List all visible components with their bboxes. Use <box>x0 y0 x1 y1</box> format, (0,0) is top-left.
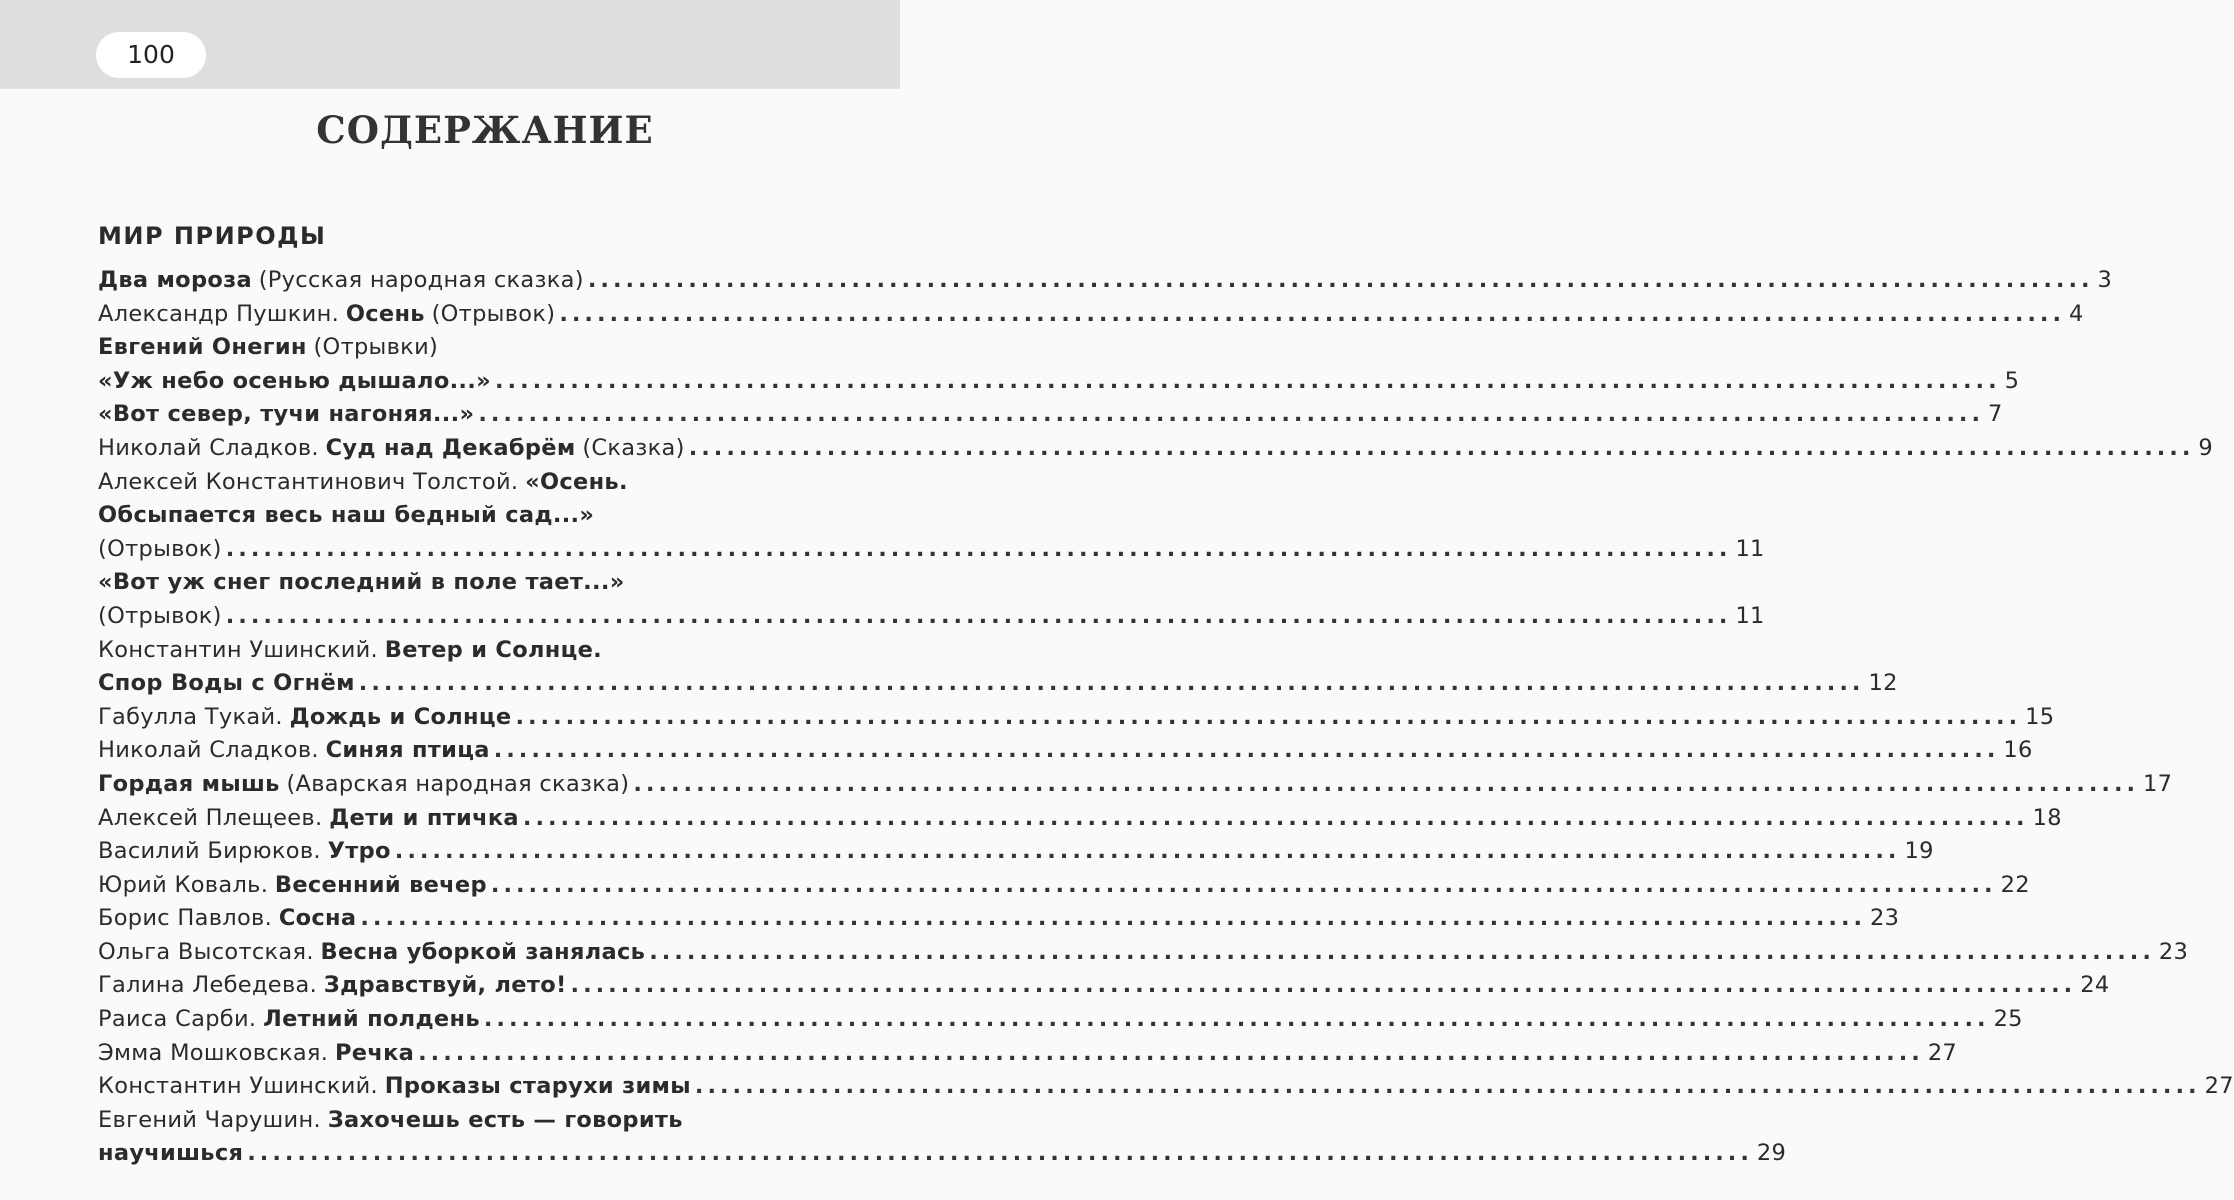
toc-entry-note: Борис Павлов. <box>98 905 273 932</box>
toc-page-number: 27 <box>2204 1073 2234 1100</box>
toc-page-number: 19 <box>1904 838 1934 865</box>
toc-work-title: Утро <box>327 838 391 865</box>
toc-page-number: 5 <box>2004 367 2020 394</box>
toc-work-title: Суд над Декабрём <box>325 434 576 461</box>
toc-page-number: 16 <box>2003 737 2033 764</box>
toc-entry <box>98 499 863 533</box>
toc-leader-dots: ........................................................................................................................ <box>587 267 2094 293</box>
toc-work-title: Захочешь есть — говорить <box>327 1106 683 1133</box>
toc-entry-note: (Отрывок) <box>431 300 556 327</box>
toc-entry <box>98 936 2189 970</box>
toc-leader-dots: ........................................................................................................................ <box>358 670 1865 697</box>
toc-leader-dots: ........................................................................................................................ <box>418 1039 1924 1066</box>
toc-entry-note: Александр Пушкин. <box>98 300 340 327</box>
toc-leader-dots: ........................................................................................................................ <box>360 905 1867 932</box>
toc-entry-text <box>98 432 685 466</box>
toc-entry-text <box>98 734 490 768</box>
toc-page-number: 7 <box>1988 401 2003 428</box>
toc-entry-note: Алексей Плещеев. <box>98 804 323 831</box>
toc-leader-dots: ........................................................................................................................ <box>225 602 1732 629</box>
toc-entry-note: Габулла Тукай. <box>98 703 283 730</box>
toc-leader-dots: ........................................................................................................................ <box>570 972 2077 999</box>
toc-work-title: Сосна <box>278 905 357 932</box>
toc-entry <box>98 1003 2023 1037</box>
toc-entry-text <box>98 1070 691 1104</box>
toc-entry-note: (Сказка) <box>582 434 685 461</box>
table-of-contents <box>98 264 2234 1171</box>
toc-leader-dots: ........................................................................................................................ <box>515 703 2022 730</box>
page-header-band <box>0 0 900 89</box>
toc-work-title: Речка <box>334 1039 415 1066</box>
toc-work-title: «Осень. <box>525 468 628 495</box>
toc-entry-text <box>98 667 355 701</box>
toc-entry <box>98 1104 863 1138</box>
toc-leader-dots: ........................................................................................................................ <box>478 401 1984 428</box>
toc-page-number: 4 <box>2069 300 2084 327</box>
toc-leader-dots: ........................................................................................................................ <box>225 535 1732 562</box>
toc-entry <box>98 264 2113 298</box>
toc-entry-text <box>98 634 602 668</box>
toc-leader-dots: ........................................................................................................................ <box>633 770 2140 797</box>
toc-work-title: Синяя птица <box>325 737 490 764</box>
section-heading: МИР ПРИРОДЫ <box>98 222 327 250</box>
toc-entry-note: (Отрывок) <box>98 535 222 562</box>
toc-entry-note: Константин Ушинский. <box>98 636 379 663</box>
toc-entry-text <box>98 1137 243 1171</box>
toc-entry-text <box>98 969 567 1003</box>
toc-entry <box>98 298 2084 332</box>
toc-entry-text <box>98 533 222 567</box>
toc-entry-note: (Аварская народная сказка) <box>286 770 630 797</box>
toc-entry-note: Ольга Высотская. <box>98 938 314 965</box>
toc-entry-note: (Отрывки) <box>313 334 439 361</box>
toc-work-title: «Вот уж снег последний в поле тает...» <box>98 569 625 596</box>
toc-page-number: 17 <box>2143 770 2173 797</box>
toc-entry-text <box>98 566 625 600</box>
toc-entry <box>98 466 863 500</box>
toc-entry <box>98 533 1765 567</box>
toc-entry-text <box>98 365 491 399</box>
toc-entry <box>98 634 863 668</box>
toc-entry-note: Галина Лебедева. <box>98 972 318 999</box>
toc-work-title: Здравствуй, лето! <box>323 972 567 999</box>
toc-work-title: «Вот север, тучи нагоняя...» <box>98 401 475 428</box>
toc-entry <box>98 768 2173 802</box>
toc-entry-text <box>98 936 645 970</box>
toc-leader-dots: ........................................................................................................................ <box>694 1073 2201 1100</box>
page-number-badge: 100 <box>96 32 206 78</box>
toc-page-number: 25 <box>1993 1006 2023 1033</box>
toc-entry-note: (Отрывок) <box>98 602 222 629</box>
toc-entry-text <box>98 466 628 500</box>
toc-entry-note: Евгений Чарушин. <box>98 1106 321 1133</box>
toc-work-title: научишься <box>98 1140 244 1167</box>
toc-entry-note: Василий Бирюков. <box>98 838 321 865</box>
toc-work-title: Весна уборкой занялась <box>320 938 646 965</box>
toc-leader-dots: ........................................................................................................................ <box>247 1140 1753 1167</box>
toc-entry <box>98 566 863 600</box>
toc-leader-dots: ........................................................................................................................ <box>394 838 1901 865</box>
toc-entry-text <box>98 768 629 802</box>
toc-page-number: 3 <box>2097 267 2113 293</box>
toc-entry <box>98 331 863 365</box>
toc-entry <box>98 734 2033 768</box>
toc-entry <box>98 835 1934 869</box>
toc-entry-text <box>98 264 584 298</box>
toc-entry-text <box>98 1037 414 1071</box>
toc-entry <box>98 600 1765 634</box>
toc-entry <box>98 667 1898 701</box>
toc-entry-note: Николай Сладков. <box>98 434 319 461</box>
toc-entry-text <box>98 398 474 432</box>
toc-leader-dots: ........................................................................................................................ <box>483 1006 1990 1033</box>
toc-entry <box>98 398 2003 432</box>
toc-page-number: 11 <box>1735 602 1765 629</box>
toc-work-title: Дождь и Солнце <box>289 703 512 730</box>
toc-entry-text <box>98 902 356 936</box>
toc-leader-dots: ........................................................................................................................ <box>493 737 2000 764</box>
toc-work-title: Дети и птичка <box>329 804 519 831</box>
toc-leader-dots: ........................................................................................................................ <box>559 300 2066 327</box>
toc-entry-text <box>98 1104 683 1138</box>
page-title: СОДЕРЖАНИЕ <box>316 108 654 152</box>
toc-work-title: Весенний вечер <box>274 871 487 898</box>
toc-work-title: Евгений Онегин <box>98 334 307 361</box>
toc-leader-dots: ........................................................................................................................ <box>649 938 2155 965</box>
toc-entry-note: Юрий Коваль. <box>98 871 269 898</box>
toc-work-title: Гордая мышь <box>98 770 280 797</box>
toc-page-number: 12 <box>1868 670 1898 697</box>
toc-entry-text <box>98 499 594 533</box>
toc-entry-text <box>98 802 519 836</box>
toc-page-number: 23 <box>1870 905 1900 932</box>
toc-work-title: Спор Воды с Огнём <box>98 670 355 697</box>
toc-entry <box>98 1137 1787 1171</box>
toc-page-number: 11 <box>1735 535 1765 562</box>
toc-work-title: Проказы старухи зимы <box>384 1073 691 1100</box>
toc-entry-text <box>98 331 438 365</box>
toc-work-title: Обсыпается весь наш бедный сад...» <box>98 502 595 529</box>
toc-entry-note: Раиса Сарби. <box>98 1006 257 1033</box>
toc-entry-text <box>98 1003 480 1037</box>
toc-work-title: Ветер и Солнце. <box>384 636 602 663</box>
toc-entry <box>98 969 2110 1003</box>
toc-entry-text <box>98 869 487 903</box>
toc-page-number: 24 <box>2080 972 2110 999</box>
toc-entry-text <box>98 298 555 332</box>
toc-entry <box>98 869 2030 903</box>
toc-entry-text <box>98 600 222 634</box>
toc-page-number: 29 <box>1756 1140 1787 1167</box>
toc-leader-dots: ........................................................................................................................ <box>522 804 2029 831</box>
toc-work-title: Летний полдень <box>263 1006 480 1033</box>
toc-leader-dots: ........................................................................................................................ <box>490 871 1997 898</box>
toc-page-number: 18 <box>2032 804 2062 831</box>
toc-entry <box>98 1070 2234 1104</box>
toc-entry-note: Алексей Константинович Толстой. <box>98 468 519 495</box>
toc-entry <box>98 1037 1958 1071</box>
toc-entry-note: Эмма Мошковская. <box>98 1039 329 1066</box>
toc-work-title: Два мороза <box>98 267 252 293</box>
toc-entry <box>98 802 2062 836</box>
toc-entry-note: (Русская народная сказка) <box>258 267 584 293</box>
toc-entry-note: Константин Ушинский. <box>98 1073 379 1100</box>
toc-page-number: 22 <box>2000 871 2030 898</box>
toc-work-title: «Уж небо осенью дышало...» <box>98 367 491 394</box>
toc-page-number: 27 <box>1927 1039 1958 1066</box>
toc-page-number: 23 <box>2158 938 2189 965</box>
toc-entry <box>98 701 2055 735</box>
toc-work-title: Осень <box>345 300 425 327</box>
toc-page-number: 9 <box>2198 434 2214 461</box>
toc-entry-text <box>98 835 391 869</box>
toc-leader-dots: ........................................................................................................................ <box>494 367 2001 394</box>
toc-entry <box>98 432 2214 466</box>
toc-entry-note: Николай Сладков. <box>98 737 319 764</box>
toc-leader-dots: ........................................................................................................................ <box>688 434 2195 461</box>
toc-entry <box>98 902 1900 936</box>
toc-entry <box>98 365 2020 399</box>
toc-page-number: 15 <box>2025 703 2055 730</box>
toc-entry-text <box>98 701 511 735</box>
